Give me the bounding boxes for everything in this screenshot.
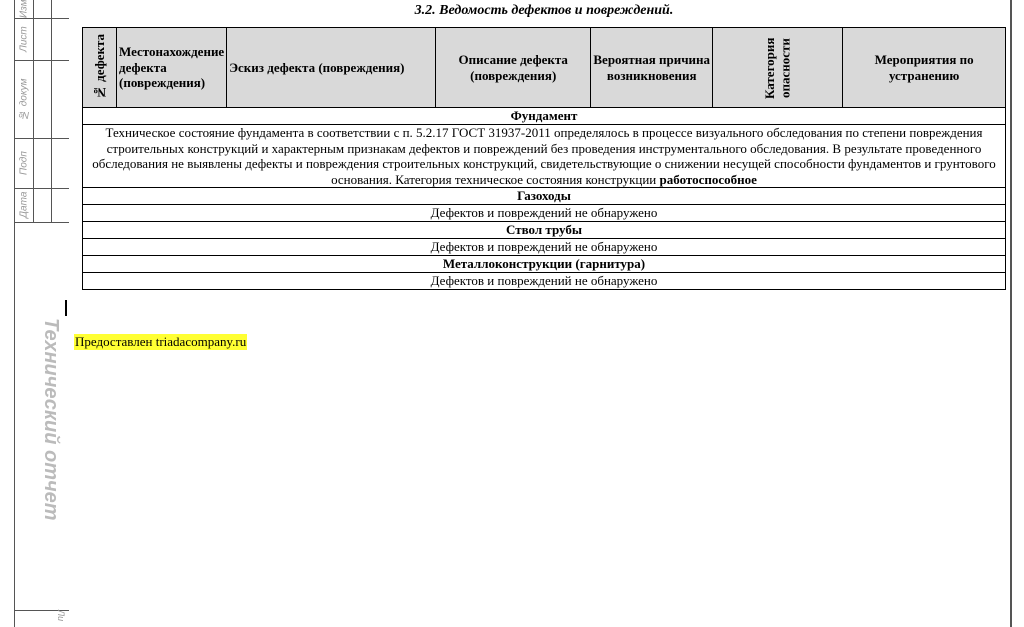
header-defect-number: № дефекта [83,28,117,108]
section-chimney-shaft: Ствол трубы [83,222,1006,239]
header-measures: Мероприятия по устранению [843,28,1006,108]
flues-result: Дефектов и повреждений не обнаружено [83,205,1006,222]
foundation-category-value: работоспособное [659,171,757,187]
header-location: Местонахождение дефекта (повреждения) [117,28,227,108]
stamp-cell-sign: Подп [18,151,30,175]
section-flues: Газоходы [83,188,1006,205]
section-metal-structures: Металлоконструкции (гарнитура) [83,256,1006,273]
table-header-row [83,28,1006,108]
bottom-sheet-label: Ли [56,610,66,622]
metal-structures-result: Дефектов и повреждений не обнаружено [83,273,1006,290]
defects-table [82,27,1006,290]
report-type-label: Технический отчет [40,318,62,521]
chimney-shaft-result: Дефектов и повреждений не обнаружено [83,239,1006,256]
section-title: 3.2. Ведомость дефектов и повреждений. [414,3,674,18]
stamp-cell-izm: Изм [18,0,30,19]
source-note: Предоставлен triadacompany.ru [75,334,247,349]
stamp-cell-list: Лист [18,26,30,52]
text-cursor [65,300,67,316]
side-stamp-frame [14,0,69,627]
header-sketch: Эскиз дефекта (повреждения) [227,28,436,108]
header-description: Описание дефекта (повреждения) [436,28,591,108]
foundation-description: Техническое состояние фундамента в соответствии с п. 5.2.17 ГОСТ 31937-2011 определялось в процессе визуального обследования по степени повреждения строительных конструкций и характерным признакам дефектов и повреждений без проведения инструментального обследования. В результате проведенного обследования не выявлены дефекты и повреждения строительных конструкций, свидетельствующие о снижении несущей способности фундаментов и грунтового основания. Категория техническое состояния конструкции работоспособное [83,125,1006,188]
page-frame-right [1010,0,1012,627]
stamp-cell-doc: № докум [18,78,30,120]
header-danger-category: Категория опасности [713,28,843,108]
section-foundation: Фундамент [83,108,1006,125]
header-cause: Вероятная причина возникновения [591,28,713,108]
stamp-cell-date: Дата [18,191,30,219]
